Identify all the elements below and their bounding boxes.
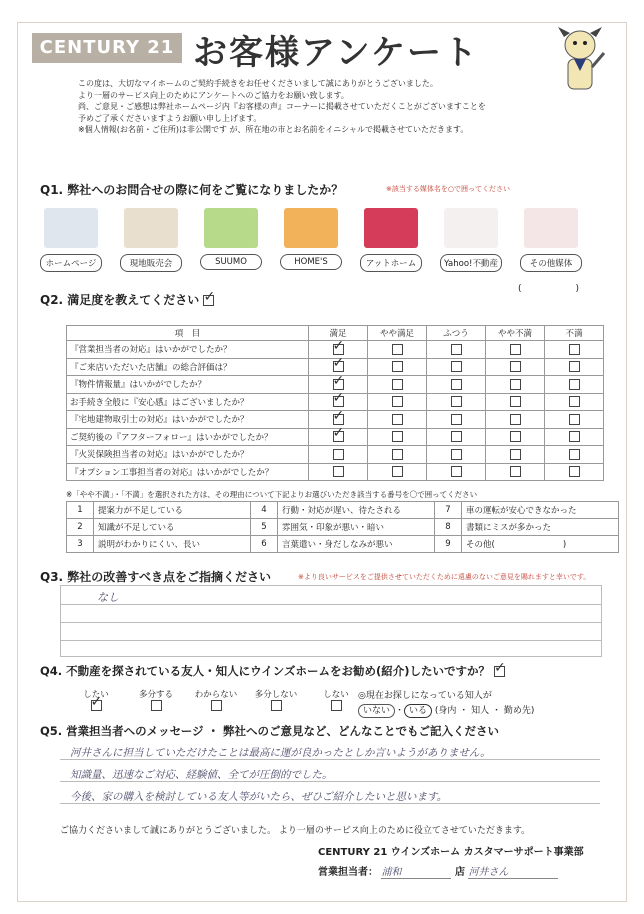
- media-suumo[interactable]: [200, 208, 262, 270]
- rating-cell: [368, 446, 427, 464]
- sub-option[interactable]: いる: [404, 704, 432, 718]
- sub-option[interactable]: いない: [358, 704, 395, 718]
- rating-cell: [427, 341, 486, 359]
- media-openhouse[interactable]: [120, 208, 182, 272]
- q4-sub: ◎現在お探しになっている知人が: [358, 691, 492, 701]
- intro-line: 尚、ご意見・ご感想は弊社ホームページ内『お客様の声』コーナーに掲載させていただくことがございますことを: [78, 102, 486, 111]
- checkbox[interactable]: [510, 466, 521, 477]
- checkbox[interactable]: [392, 379, 403, 390]
- checkbox[interactable]: [510, 396, 521, 407]
- media-label: その他媒体: [520, 254, 582, 272]
- checkbox[interactable]: [451, 431, 462, 442]
- col-header: やや不満: [486, 326, 545, 341]
- satisfaction-table: [66, 325, 604, 481]
- q1-note: ※該当する媒体名を○で囲ってください: [386, 185, 510, 193]
- rating-cell: [486, 376, 545, 394]
- media-label: アットホーム: [360, 254, 422, 272]
- checkbox[interactable]: [333, 449, 344, 460]
- rating-cell: [427, 411, 486, 429]
- rating-cell: [545, 393, 604, 411]
- reason-text: 説明がわかりにくい、長い: [94, 536, 251, 553]
- checkbox[interactable]: [494, 666, 505, 677]
- q5-line: 知識量、迅速なご対応、経験値、全てが圧倒的でした。: [70, 769, 333, 781]
- rating-cell: [486, 341, 545, 359]
- rating-cell: [309, 446, 368, 464]
- checkbox[interactable]: [451, 449, 462, 460]
- checkbox[interactable]: [510, 449, 521, 460]
- checkbox[interactable]: [91, 700, 102, 711]
- option-label: わからない: [194, 690, 238, 700]
- media-homes[interactable]: [280, 208, 342, 270]
- staff-value[interactable]: 河井さん: [468, 863, 558, 879]
- checkbox[interactable]: [451, 361, 462, 372]
- checkbox[interactable]: [510, 431, 521, 442]
- reason-text: 知識が不足している: [94, 519, 251, 536]
- q4-option[interactable]: [186, 688, 246, 711]
- checkbox[interactable]: [451, 379, 462, 390]
- rating-cell: [309, 463, 368, 481]
- q3-title: Q3. 弊社の改善すべき点をご指摘ください: [40, 570, 272, 584]
- q4-option[interactable]: [246, 688, 306, 711]
- reason-number: 7: [435, 502, 462, 519]
- reason-note: ※「やや不満」・「不満」を選択された方は、その理由について下記よりお選びいただき該当する番号を〇で囲ってください: [66, 490, 478, 499]
- rating-cell: [486, 446, 545, 464]
- col-header: やや満足: [368, 326, 427, 341]
- checkbox[interactable]: [392, 396, 403, 407]
- checkbox[interactable]: [569, 379, 580, 390]
- reason-number: 5: [251, 519, 278, 536]
- company-name: CENTURY 21 ウインズホーム カスタマーサポート事業部: [318, 847, 584, 858]
- checkbox[interactable]: [333, 396, 344, 407]
- option-label: 多分しない: [254, 690, 298, 700]
- q2-title: [40, 291, 214, 308]
- q2-title-text: Q2. 満足度を教えてください: [40, 293, 200, 307]
- row-label: お手続き全般に『安心感』はございましたか？: [67, 393, 309, 411]
- reason-table: [66, 501, 619, 553]
- survey-sheet: [17, 22, 627, 902]
- reason-text: 行動・対応が遅い、待たされる: [278, 502, 435, 519]
- media-yahoo[interactable]: [440, 208, 502, 272]
- reason-row: [67, 536, 619, 553]
- rating-cell: [427, 463, 486, 481]
- table-row: [67, 463, 604, 481]
- rating-cell: [368, 428, 427, 446]
- media-label: HOME'S: [280, 254, 342, 270]
- yahoo-icon: [444, 208, 498, 248]
- q3-answer-box[interactable]: [60, 585, 602, 657]
- checkbox[interactable]: [271, 700, 282, 711]
- q4-option[interactable]: [126, 688, 186, 711]
- checkbox[interactable]: [211, 700, 222, 711]
- reason-number: 6: [251, 536, 278, 553]
- rating-cell: [368, 358, 427, 376]
- checkbox[interactable]: [392, 361, 403, 372]
- col-header: ふつう: [427, 326, 486, 341]
- rating-cell: [368, 393, 427, 411]
- q5-line: 河井さんに担当していただけたことは最高に運が良かったとしか言いようがありません。: [70, 747, 491, 759]
- checkbox[interactable]: [569, 361, 580, 372]
- option-label: したい: [83, 690, 109, 700]
- reason-row: [67, 502, 619, 519]
- q4-sub-options: いない ・ いる (身内 ・ 知人 ・ 勤め先): [358, 703, 534, 716]
- checkbox[interactable]: [203, 295, 214, 306]
- homepage-icon: [44, 208, 98, 248]
- rating-cell: [486, 411, 545, 429]
- checkbox[interactable]: [333, 431, 344, 442]
- other-icon: [524, 208, 578, 248]
- checkbox[interactable]: [333, 361, 344, 372]
- checkbox[interactable]: [510, 344, 521, 355]
- col-item: 項 目: [67, 326, 309, 341]
- checkbox[interactable]: [392, 466, 403, 477]
- checkbox[interactable]: [569, 414, 580, 425]
- rating-cell: [545, 463, 604, 481]
- staff-field: [318, 863, 558, 879]
- rating-cell: [427, 446, 486, 464]
- q4-option[interactable]: [66, 688, 126, 711]
- intro-line: 予めご了承くださいますようお願い申し上げます。: [78, 113, 262, 123]
- rating-cell: [368, 341, 427, 359]
- q1-title: Q1. 弊社へのお問合せの際に何をご覧になりましたか？: [40, 183, 344, 197]
- reason-number: 4: [251, 502, 278, 519]
- reason-row: [67, 519, 619, 536]
- reason-number: 1: [67, 502, 94, 519]
- checkbox[interactable]: [392, 344, 403, 355]
- homes-icon: [284, 208, 338, 248]
- q5-line: 今後、家の購入を検討している友人等がいたら、ぜひご紹介したいと思います。: [70, 791, 448, 803]
- q5-answer-box[interactable]: [60, 739, 600, 809]
- checkbox[interactable]: [510, 414, 521, 425]
- reason-number: 3: [67, 536, 94, 553]
- store-label: 店: [454, 867, 465, 878]
- checkbox[interactable]: [392, 449, 403, 460]
- rating-cell: [368, 376, 427, 394]
- checkbox[interactable]: [569, 449, 580, 460]
- divider: [61, 640, 601, 641]
- reason-number: 2: [67, 519, 94, 536]
- rating-cell: [545, 446, 604, 464]
- reason-text: 車の運転が安心できなかった: [462, 502, 619, 519]
- divider: [61, 604, 601, 605]
- media-options: [40, 208, 610, 278]
- checkbox[interactable]: [569, 466, 580, 477]
- rating-cell: [368, 411, 427, 429]
- q4-title: [40, 663, 505, 679]
- row-label: 『火災保険担当者の対応』はいかがでしたか？: [67, 446, 309, 464]
- checkbox[interactable]: [569, 344, 580, 355]
- row-label: 『営業担当者の対応』はいかがでしたか？: [67, 341, 309, 359]
- reason-text: 書類にミスが多かった: [462, 519, 619, 536]
- table-row: [67, 428, 604, 446]
- rating-cell: [545, 411, 604, 429]
- media-label: SUUMO: [200, 254, 262, 270]
- checkbox[interactable]: [392, 414, 403, 425]
- checkbox[interactable]: [451, 466, 462, 477]
- q4-title-text: Q4. 不動産を探されている友人・知人にウインズホームをお勧め(紹介)したいですか？: [40, 664, 490, 678]
- rating-cell: [486, 358, 545, 376]
- checkbox[interactable]: [569, 431, 580, 442]
- row-label: 『宅地建物取引士の対応』はいかがでしたか？: [67, 411, 309, 429]
- media-label: 現地販売会: [120, 254, 182, 272]
- reason-text: 雰囲気・印象が悪い・暗い: [278, 519, 435, 536]
- rating-cell: [427, 428, 486, 446]
- rating-cell: [486, 393, 545, 411]
- century21-logo: CENTURY 21: [32, 33, 182, 63]
- col-header: 不満: [545, 326, 604, 341]
- intro-line: ※個人情報(お名前・ご住所)は非公開です が、所在地の市とお名前をイニシャルで掲載させていただきます。: [78, 125, 469, 134]
- checkbox[interactable]: [392, 431, 403, 442]
- store-value[interactable]: 浦和: [381, 863, 451, 879]
- rating-cell: [545, 341, 604, 359]
- rating-cell: [486, 463, 545, 481]
- house-icon: [124, 208, 178, 248]
- checkbox[interactable]: [333, 379, 344, 390]
- rating-cell: [427, 358, 486, 376]
- rating-cell: [309, 428, 368, 446]
- checkbox[interactable]: [569, 396, 580, 407]
- staff-label: 営業担当者：: [318, 867, 378, 878]
- rating-cell: [545, 376, 604, 394]
- media-other[interactable]: [520, 208, 582, 272]
- sub-tail: (身内 ・ 知人 ・ 勤め先): [434, 706, 535, 716]
- reason-text: 提案力が不足している: [94, 502, 251, 519]
- checkbox[interactable]: [451, 414, 462, 425]
- reason-number: 8: [435, 519, 462, 536]
- checkbox[interactable]: [333, 414, 344, 425]
- q5-title: Q5. 営業担当者へのメッセージ ・ 弊社へのご意見など、どんなことでもご記入ください: [40, 724, 499, 738]
- table-row: [67, 446, 604, 464]
- rating-cell: [486, 428, 545, 446]
- page-title: お客様アンケート: [193, 33, 479, 73]
- option-label: しない: [323, 690, 349, 700]
- reason-number: 9: [435, 536, 462, 553]
- rating-cell: [545, 358, 604, 376]
- row-label: ご契約後の『アフターフォロー』はいかがでしたか？: [67, 428, 309, 446]
- checkbox[interactable]: [510, 379, 521, 390]
- checkbox[interactable]: [451, 344, 462, 355]
- q3-answer: なし: [97, 591, 119, 604]
- media-label: ホームページ: [40, 254, 102, 272]
- intro-line: この度は、大切なマイホームのご契約手続きをお任せくださいまして誠にありがとうございました。: [78, 79, 438, 88]
- thanks-text: ご協力くださいまして誠にありがとうございました。 より一層のサービス向上のために役立てさせていただきます。: [60, 826, 531, 836]
- rating-cell: [545, 428, 604, 446]
- q3-note: ※より良いサービスをご提供させていただくために遠慮のないご意見を賜れますと幸いです。: [298, 573, 591, 581]
- intro-text: [78, 78, 598, 136]
- checkbox[interactable]: [510, 361, 521, 372]
- media-homepage[interactable]: [40, 208, 102, 272]
- checkbox[interactable]: [333, 344, 344, 355]
- rating-cell: [427, 376, 486, 394]
- reason-text: 言葉遣い・身だしなみが悪い: [278, 536, 435, 553]
- other-media-paren: ( ): [518, 284, 580, 294]
- option-label: 多分する: [138, 690, 173, 700]
- reason-text: その他( ): [462, 536, 619, 553]
- col-header: 満足: [309, 326, 368, 341]
- athome-icon: [364, 208, 418, 248]
- checkbox[interactable]: [151, 700, 162, 711]
- row-label: 『物件情報量』はいかがでしたか？: [67, 376, 309, 394]
- rating-cell: [427, 393, 486, 411]
- media-athome[interactable]: [360, 208, 422, 272]
- row-label: 『ご来店いただいた店舗』の総合評価は？: [67, 358, 309, 376]
- suumo-icon: [204, 208, 258, 248]
- rating-cell: [368, 463, 427, 481]
- checkbox[interactable]: [333, 466, 344, 477]
- media-label: Yahoo!不動産: [440, 254, 502, 272]
- row-label: 『オプション工事担当者の対応』はいかがでしたか？: [67, 463, 309, 481]
- checkbox[interactable]: [331, 700, 342, 711]
- checkbox[interactable]: [451, 396, 462, 407]
- intro-line: より一層のサービス向上のためにアンケートへのご協力をお願い致します。: [78, 90, 349, 100]
- divider: [61, 622, 601, 623]
- q4-option[interactable]: [306, 688, 366, 711]
